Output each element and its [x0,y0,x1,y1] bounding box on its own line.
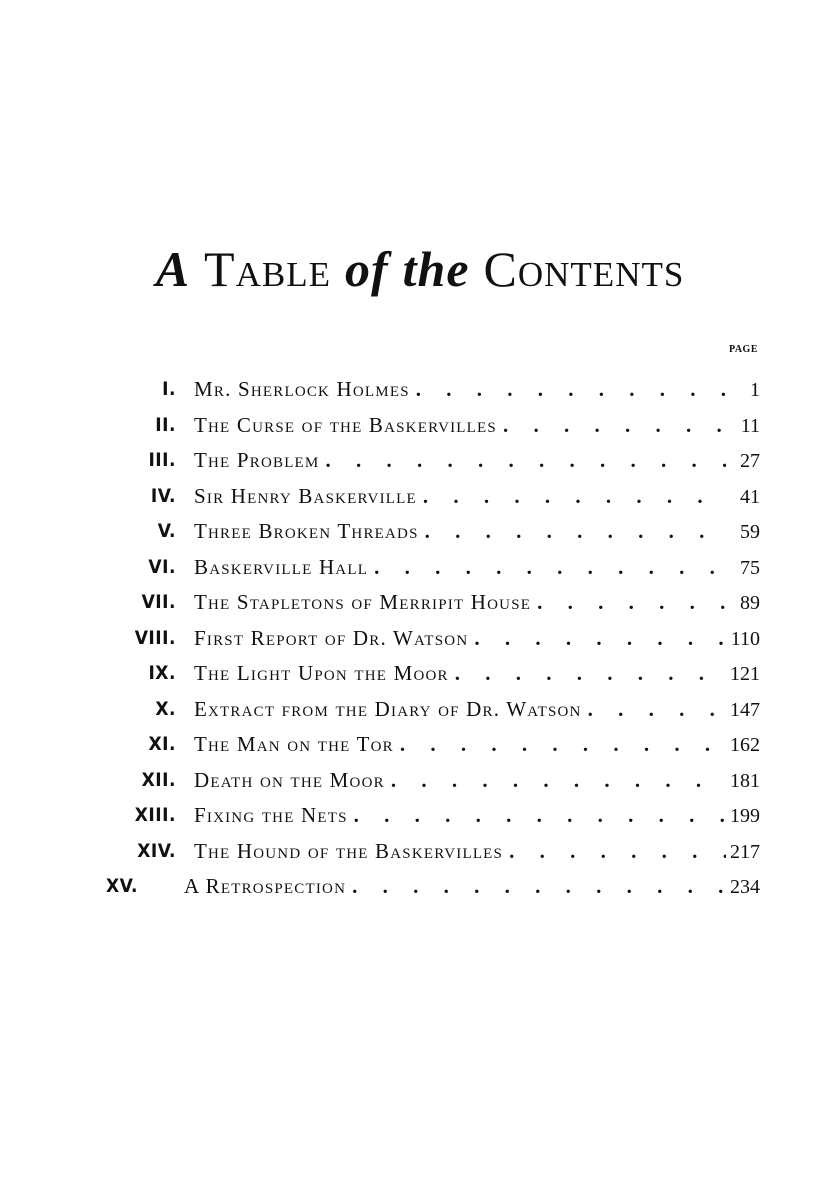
chapter-title: The Hound of the Baskervilles [194,838,504,863]
chapter-number: II. [155,413,176,436]
chapter-number: XII. [141,768,176,791]
chapter-number: XI. [148,733,176,755]
toc-entry [118,514,760,550]
page-title [0,240,840,298]
chapter-page: 147 [730,698,760,721]
toc-entry [118,479,760,515]
toc-entry [118,585,760,621]
toc-entry [118,621,760,657]
dot-leader [588,692,726,728]
toc-entry [118,727,760,763]
chapter-number: VIII. [134,626,176,649]
chapter-number: V. [157,520,176,542]
chapter-page: 27 [740,450,760,472]
dot-leader [374,550,726,586]
chapter-number: I. [162,378,176,400]
chapter-title: A Retrospection [184,874,347,898]
toc-entry [118,798,760,834]
chapter-title: The Problem [194,448,320,472]
chapter-page: 89 [740,592,760,614]
dot-leader [354,798,726,834]
dot-leader [425,514,726,550]
dot-leader [416,372,726,408]
page-column-header: PAGE [728,344,758,355]
chapter-page: 121 [730,663,760,685]
dot-leader [455,656,726,692]
title-word-a: A [155,241,191,297]
chapter-number: IX. [148,662,176,684]
chapter-title: Mr. Sherlock Holmes [194,377,410,401]
chapter-page: 181 [730,769,760,792]
toc-entry [118,834,760,870]
title-word-table: Table [204,241,331,297]
dot-leader [325,443,726,479]
dot-leader [509,834,726,870]
toc-entry [106,869,760,905]
dot-leader [537,585,726,621]
chapter-title: The Stapletons of Merripit House [194,590,532,614]
chapter-title: Three Broken Threads [194,519,419,543]
dot-leader [423,479,726,515]
dot-leader [503,408,726,444]
title-word-the: the [402,241,470,297]
chapter-number: IV. [150,484,176,507]
chapter-number: VII. [141,591,176,613]
toc-entry [118,408,760,444]
chapter-page: 41 [740,485,760,508]
toc-entry [118,763,760,799]
chapter-number: X. [155,697,176,720]
chapter-title: The Curse of the Baskervilles [194,412,497,437]
chapter-title: Extract from the Diary of Dr. Watson [194,696,582,721]
chapter-page: 59 [740,521,760,543]
chapter-number: VI. [148,555,176,578]
chapter-page: 1 [750,379,760,401]
chapter-title: Death on the Moor [194,767,385,792]
dot-leader [391,763,726,799]
dot-leader [352,869,726,905]
dot-leader [474,621,726,657]
chapter-title: First Report of Dr. Watson [194,625,469,650]
chapter-number: XIII. [134,804,176,826]
chapter-title: Sir Henry Baskerville [194,483,417,508]
title-word-contents: Contents [483,241,685,297]
chapter-page: 199 [730,805,760,827]
toc-entry [118,656,760,692]
chapter-page: 11 [740,414,760,437]
toc-entry [118,550,760,586]
chapter-page: 162 [730,734,760,756]
chapter-page: 110 [730,627,760,650]
chapter-number: XIV. [137,839,176,862]
dot-leader [400,727,726,763]
title-word-of: of [344,241,389,297]
chapter-title: Fixing the Nets [194,803,348,827]
table-of-contents [106,372,760,905]
chapter-number: XV. [106,875,138,897]
chapter-page: 217 [730,840,760,863]
chapter-title: The Man on the Tor [194,732,394,756]
chapter-title: The Light Upon the Moor [194,661,449,685]
toc-entry [118,692,760,728]
toc-entry [118,372,760,408]
chapter-page: 75 [740,556,760,579]
chapter-number: III. [148,449,176,471]
chapter-page: 234 [730,876,760,898]
chapter-title: Baskerville Hall [194,554,369,579]
toc-entry [118,443,760,479]
